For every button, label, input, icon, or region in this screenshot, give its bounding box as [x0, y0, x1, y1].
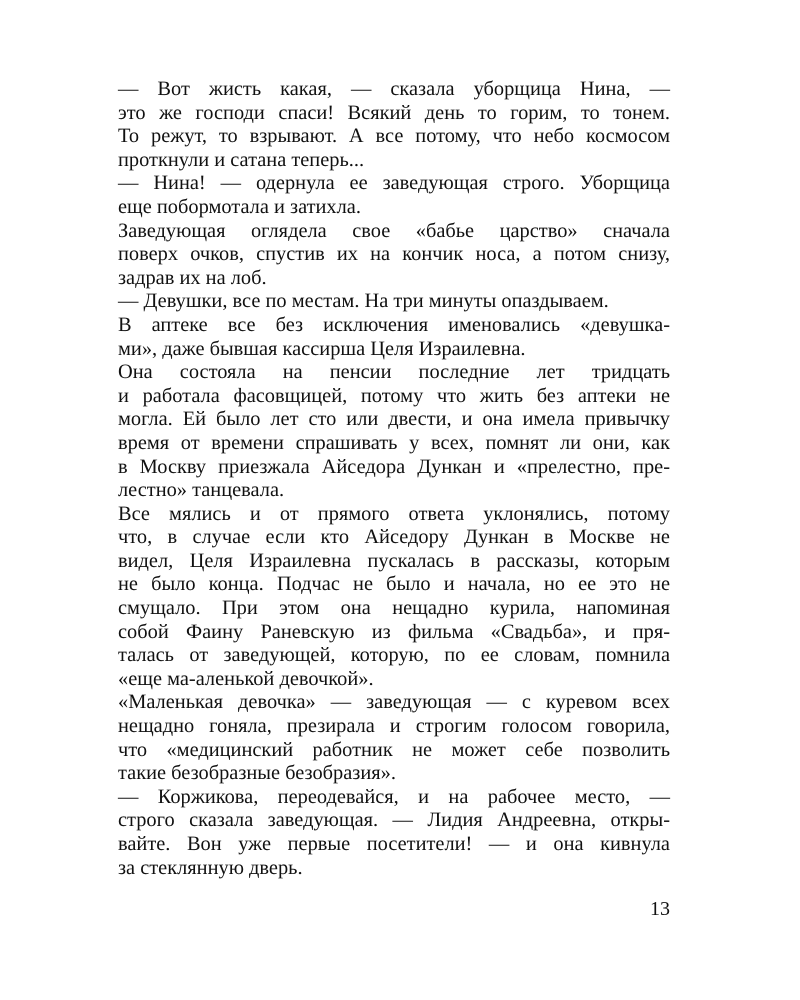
text-line: за стеклянную дверь. — [118, 856, 303, 879]
text-line: Заведующая оглядела свое «бабье царство» сначала — [118, 219, 670, 242]
text-line: вайте. Вон уже первые посетители! — и она кивнула — [118, 833, 670, 855]
text-line: В аптеке все без исключения именовались «девушка- — [118, 313, 670, 336]
text-line: еще побормотала и затихла. — [118, 195, 361, 218]
text-line: строго сказала заведующая. — Лидия Андреевна, откры- — [118, 809, 670, 832]
text-line: видел, Целя Израилевна пускалась в рассказы, которым — [118, 549, 670, 572]
text-line: ми», даже бывшая кассирша Целя Израилевна. — [118, 337, 526, 360]
text-line: смущало. При этом она нещадно курила, напоминая — [118, 597, 670, 620]
text-line: нещадно гоняла, презирала и строгим голосом говорила, — [118, 715, 670, 738]
text-line: — Коржикова, переодевайся, и на рабочее место, — — [118, 785, 670, 808]
page-body — [118, 78, 670, 880]
page-number: 13 — [650, 898, 670, 920]
text-line: — Нина! — одернула ее заведующая строго. Уборщица — [118, 172, 670, 195]
paragraph — [118, 786, 670, 880]
text-line: и работала фасовщицей, потому что жить без аптеки не — [118, 384, 670, 407]
text-line: могла. Ей было лет сто или двести, и она имела привычку — [118, 408, 670, 431]
text-line: проткнули и сатана теперь... — [118, 148, 365, 171]
paragraph — [118, 691, 670, 785]
paragraph — [118, 503, 670, 692]
text-line: поверх очков, спустив их на кончик носа, а потом снизу, — [118, 243, 670, 266]
paragraph — [118, 78, 670, 172]
text-line: не было конца. Подчас не было и начала, но ее это не — [118, 573, 670, 596]
text-line: То режут, то взрывают. А все потому, что небо космосом — [118, 125, 670, 148]
text-line: такие безобразные безобразия». — [118, 762, 396, 785]
text-line: что «медицинский работник не может себе позволить — [118, 738, 670, 761]
text-line: талась от заведующей, которую, по ее словам, помнила — [118, 644, 670, 667]
text-line: лестно» танцевала. — [118, 479, 285, 502]
text-line: Все мялись и от прямого ответа уклонялись, потому — [118, 502, 670, 525]
paragraph — [118, 314, 670, 361]
text-line: это же господи спаси! Всякий день то горим, то тонем. — [118, 101, 670, 124]
text-line: — Вот жисть какая, — сказала уборщица Нина, — — [118, 78, 670, 100]
paragraph — [118, 361, 670, 503]
text-line: задрав их на лоб. — [118, 266, 267, 289]
text-line: собой Фаину Раневскую из фильма «Свадьба», и пря- — [118, 620, 670, 643]
text-line: время от времени спрашивать у всех, помнят ли они, как — [118, 431, 670, 454]
text-line: — Девушки, все по местам. На три минуты опаздываем. — [118, 290, 609, 313]
paragraph — [118, 290, 670, 314]
paragraph — [118, 172, 670, 219]
text-line: в Москву приезжала Айседора Дункан и «прелестно, пре- — [118, 455, 670, 478]
text-line: «еще ма-аленькой девочкой». — [118, 667, 374, 690]
paragraph — [118, 220, 670, 291]
text-line: что, в случае если кто Айседору Дункан в Москве не — [118, 526, 670, 549]
text-line: «Маленькая девочка» — заведующая — с куревом всех — [118, 691, 670, 714]
text-line: Она состояла на пенсии последние лет тридцать — [118, 361, 670, 384]
